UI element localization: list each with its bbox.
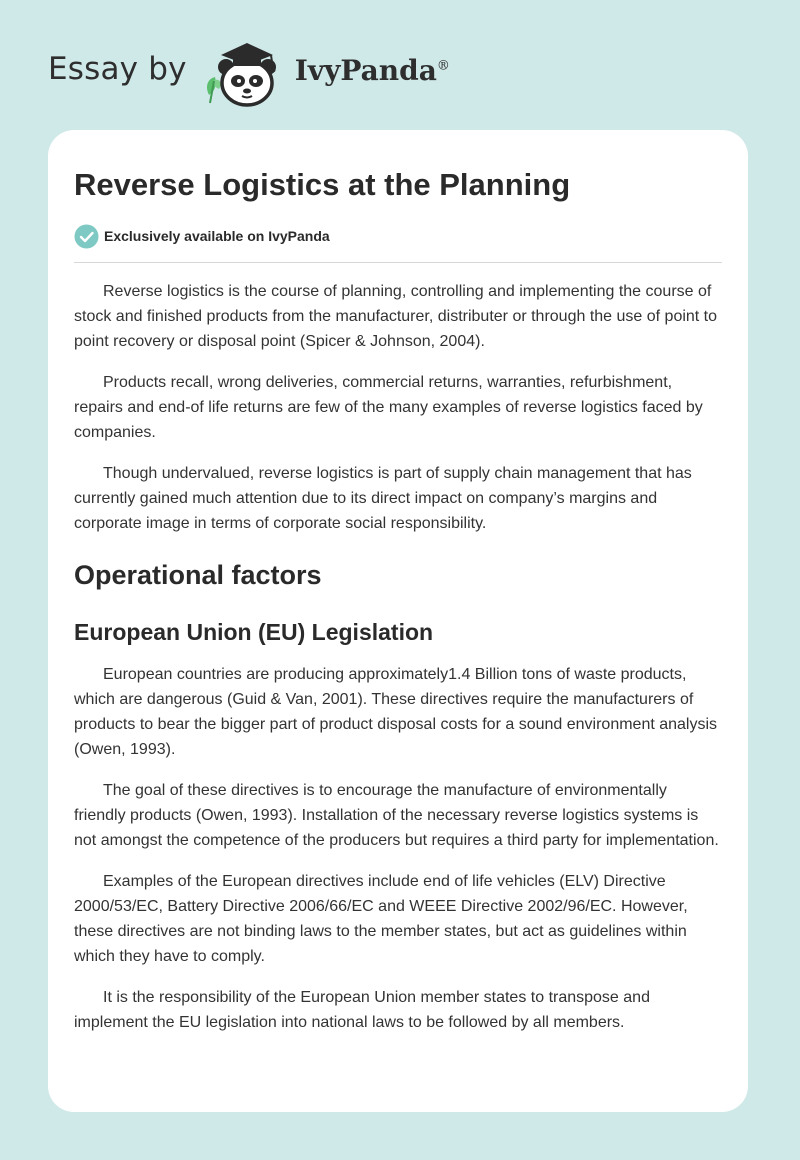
paragraph: European countries are producing approximately1.4 Billion tons of waste products, which are dangerous (Guid & Van, 2001). These directives require the manufacturers of products to bear the bigger part of product disposal costs for a sound environment analysis (Owen, 1993). [74, 666, 718, 758]
brand-prefix: Essay by [48, 51, 187, 87]
paragraph: The goal of these directives is to encourage the manufacture of environmentally friendly products (Owen, 1993). Installation of the necessary reverse logistics systems is not amongst the competence of the producers but requires a third party for implementation. [74, 782, 719, 849]
paragraph: Products recall, wrong deliveries, commercial returns, warranties, refurbishment, repairs and end-of life returns are few of the many examples of reverse logistics faced by companies. [74, 374, 703, 441]
paragraph: It is the responsibility of the European Union member states to transpose and implement the EU legislation into national laws to be followed by all members. [74, 989, 650, 1031]
title-divider [74, 262, 722, 263]
badge-label: Exclusively available on IvyPanda [104, 228, 330, 244]
check-circle-icon [74, 224, 99, 249]
subsection-heading: European Union (EU) Legislation [74, 619, 434, 645]
article-content [74, 166, 722, 1051]
page-title: Reverse Logistics at the Planning [74, 167, 571, 202]
paragraph: Examples of the European directives include end of life vehicles (ELV) Directive 2000/53/EC, Battery Directive 2006/66/EC and WEEE Directive 2002/96/EC. However, these directives are not binding laws to the member states, but act as guidelines within which they have to comply. [74, 873, 688, 965]
exclusive-badge [74, 223, 722, 249]
panda-graduate-icon [201, 37, 293, 109]
brand-name: IvyPanda® [294, 53, 450, 87]
section-heading: Operational factors [74, 560, 322, 590]
paragraph: Reverse logistics is the course of planning, controlling and implementing the course of stock and finished products from the manufacturer, distributer or through the use of point to point recovery or disposal point (Spicer & Johnson, 2004). [74, 283, 718, 350]
registered-mark: ® [436, 58, 450, 74]
brand-header[interactable] [48, 38, 450, 108]
article-card [48, 130, 748, 1112]
paragraph: Though undervalued, reverse logistics is part of supply chain management that has currently gained much attention due to its direct impact on company’s margins and corporate image in terms of corporate social responsibility. [74, 465, 692, 532]
